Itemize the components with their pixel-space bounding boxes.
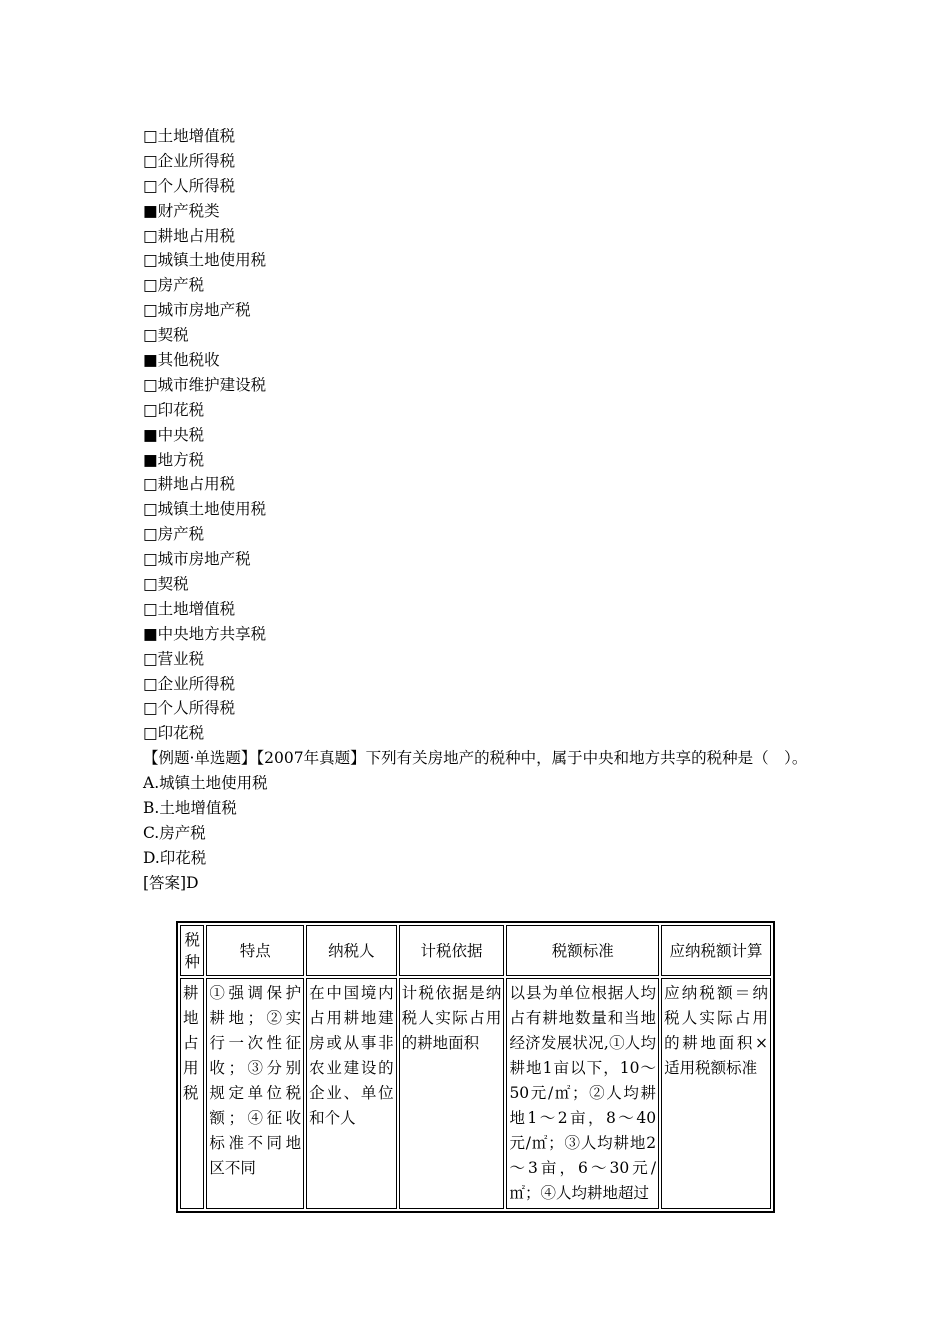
answer-line: [答案]D [143, 873, 199, 892]
list-item: □个人所得税 [143, 699, 236, 718]
list-item: □土地增值税 [143, 599, 236, 618]
header-standard: 税额标准 [506, 925, 659, 976]
header-taxpayer: 纳税人 [306, 925, 397, 976]
header-basis: 计税依据 [399, 925, 505, 976]
list-item: □耕地占用税 [143, 475, 236, 494]
list-item: □个人所得税 [143, 176, 236, 195]
list-item: □耕地占用税 [143, 226, 236, 245]
cell-standard: 以县为单位根据人均占有耕地数量和当地经济发展状况,①人均耕地1亩以下，10～50元/㎡；②人均耕地1～2亩，8～40元/㎡；③人均耕地2～3亩，6～30元/㎡；④人均耕地超过 [506, 978, 659, 1209]
cell-taxpayer: 在中国境内占用耕地建房或从事非农业建设的企业、单位和个人 [306, 978, 397, 1209]
list-item: □城市房地产税 [143, 550, 251, 569]
list-item: □企业所得税 [143, 674, 236, 693]
header-features: 特点 [206, 925, 304, 976]
cell-tax-type: 耕地占用税 [180, 978, 204, 1209]
cell-features: ①强调保护耕地；②实行一次性征收；③分别规定单位税额；④征收标准不同地区不同 [206, 978, 304, 1209]
list-item: □房产税 [143, 525, 205, 544]
list-item: ■其他税收 [143, 351, 220, 370]
header-tax-type: 税种 [180, 925, 204, 976]
option-b: B.土地增值税 [143, 799, 237, 818]
list-item: □房产税 [143, 276, 205, 295]
list-item: □城市维护建设税 [143, 375, 267, 394]
list-item: □城镇土地使用税 [143, 500, 267, 519]
tax-category-list [143, 124, 823, 746]
question-text: 【例题·单选题】【2007年真题】下列有关房地产的税种中，属于中央和地方共享的税种是（ ）。 [143, 749, 808, 768]
list-item: ■地方税 [143, 450, 205, 469]
header-calc: 应纳税额计算 [661, 925, 771, 976]
list-item: □企业所得税 [143, 151, 236, 170]
table-header-row [180, 925, 771, 976]
list-item: ■中央地方共享税 [143, 624, 267, 643]
list-item: □营业税 [143, 649, 205, 668]
list-item: □土地增值税 [143, 127, 236, 145]
list-item: □印花税 [143, 724, 205, 743]
document-body [143, 124, 823, 896]
table-row [180, 978, 771, 1209]
cell-calc: 应纳税额＝纳税人实际占用的耕地面积×适用税额标准 [661, 978, 771, 1209]
list-item: □印花税 [143, 400, 205, 419]
tax-table [176, 921, 775, 1213]
option-a: A.城镇土地使用税 [143, 774, 268, 793]
cell-basis: 计税依据是纳税人实际占用的耕地面积 [399, 978, 505, 1209]
list-item: □城镇土地使用税 [143, 251, 267, 270]
option-d: D.印花税 [143, 848, 207, 867]
list-item: □契税 [143, 575, 189, 594]
list-item: □契税 [143, 326, 189, 345]
list-item: ■中央税 [143, 425, 205, 444]
option-c: C.房产税 [143, 823, 206, 842]
list-item: ■财产税类 [143, 201, 220, 220]
list-item: □城市房地产税 [143, 301, 251, 320]
